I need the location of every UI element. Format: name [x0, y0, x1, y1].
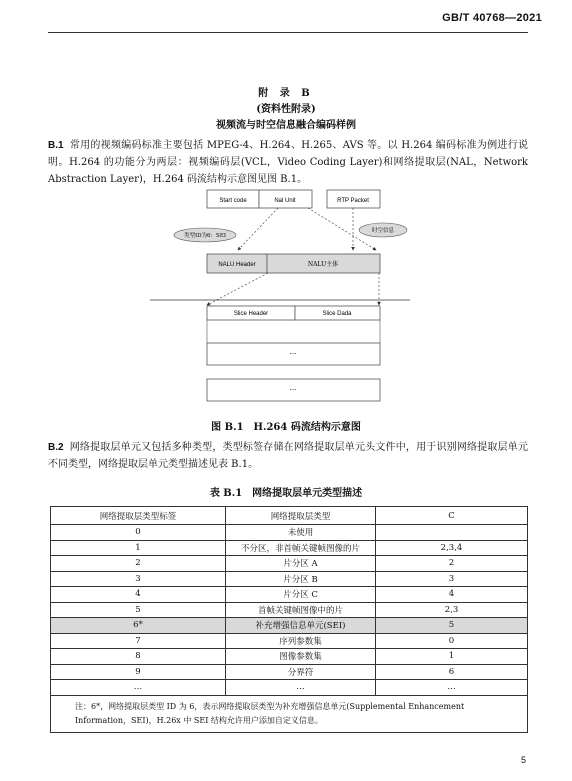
table-cell: 2 — [376, 556, 528, 572]
section-b1 — [48, 137, 528, 188]
table-header-cell: C — [376, 507, 528, 525]
table-row — [51, 664, 528, 680]
h264-structure-diagram — [150, 188, 410, 403]
table-cell: 片分区 A — [226, 556, 376, 572]
nalu-header-label: NALU Header — [218, 262, 256, 268]
table-cell: 0 — [51, 525, 226, 541]
table-cell: 片分区 B — [226, 571, 376, 587]
table-cell: 7 — [51, 633, 226, 649]
appendix-title: 视频流与时空信息融合编码样例 — [216, 120, 356, 131]
section-b1-text: 常用的视频编码标准主要包括 MPEG-4、H.264、H.265、AVS 等。以 H.264 编码标准为例进行说明。H.264 的功能分为两层：视频编码层(VCL，Video Coding Layer)和网络提取层(NAL，Network Abstraction Layer)，H.264 码流结构示意图见图 B.1。 — [48, 140, 528, 185]
table-cell: 1 — [376, 649, 528, 665]
table-cell: 片分区 C — [226, 587, 376, 603]
table-cell — [376, 525, 528, 541]
table-cell: 分界符 — [226, 664, 376, 680]
table-row — [51, 680, 528, 696]
section-b2-number: B.2 — [48, 442, 64, 453]
table-header-row — [51, 507, 528, 525]
table-cell: 未使用 — [226, 525, 376, 541]
table-cell: 2,3,4 — [376, 540, 528, 556]
table-header-cell: 网络提取层类型 — [226, 507, 376, 525]
table-cell: 不分区，非首帧关键帧图像的片 — [226, 540, 376, 556]
section-b2-text: 网络提取层单元又包括多种类型，类型标签存储在网络提取层单元头文件中，用于识别网络提取层单元不同类型，网络提取层单元类型描述见表 B.1。 — [48, 442, 528, 470]
table-cell: 补充增强信息单元(SEI) — [226, 618, 376, 634]
table-header-cell: 网络提取层类型标签 — [51, 507, 226, 525]
nalu-body-label: NALU主体 — [307, 261, 339, 268]
header-rule — [48, 32, 528, 33]
slice-header-label: Slice Header — [233, 311, 269, 317]
table-cell: 图像参数集 — [226, 649, 376, 665]
appendix-label: 附 录 B — [258, 88, 314, 99]
nal-unit-label: Nal Unit — [274, 198, 296, 204]
table-row — [51, 556, 528, 572]
table-cell: 9 — [51, 664, 226, 680]
table-cell: 5 — [376, 618, 528, 634]
table-row — [51, 525, 528, 541]
table-cell: 序列参数集 — [226, 633, 376, 649]
table-cell: 6 — [376, 664, 528, 680]
table-note: 注：6*，网络提取层类型 ID 为 6，表示网络提取层类型为补充增强信息单元(Supplemental Enhancement Information，SEI)，H.26x 中 SEI 结构允许用户添加自定义信息。 — [51, 695, 528, 732]
table-row — [51, 540, 528, 556]
table-cell: 4 — [51, 587, 226, 603]
table-cell: 5 — [51, 602, 226, 618]
table-cell: … — [51, 680, 226, 696]
section-b1-number: B.1 — [48, 140, 64, 151]
table-cell: 3 — [376, 571, 528, 587]
table-row — [51, 587, 528, 603]
table-row — [51, 602, 528, 618]
appendix-type: (资料性附录) — [256, 104, 316, 115]
table-note-row — [51, 695, 528, 732]
start-code-label: Start code — [219, 198, 247, 204]
table-row — [51, 618, 528, 634]
table-cell: 首帧关键帧图像中的片 — [226, 602, 376, 618]
section-b2 — [48, 439, 528, 473]
figure-caption: 图 B.1 H.264 码流结构示意图 — [211, 422, 361, 433]
ellipsis-label-2: ··· — [289, 386, 297, 394]
table-cell: 0 — [376, 633, 528, 649]
page-number: 5 — [520, 755, 526, 765]
slice-data-label: Slice Dada — [322, 311, 352, 317]
table-row — [51, 649, 528, 665]
table-row — [51, 633, 528, 649]
table-cell: 6* — [51, 618, 226, 634]
rtp-packet-label: RTP Packet — [337, 198, 369, 204]
table-row — [51, 571, 528, 587]
table-cell: 4 — [376, 587, 528, 603]
table-cell: … — [226, 680, 376, 696]
table-cell: 2 — [51, 556, 226, 572]
spatiotemporal-label: 时空信息 — [371, 228, 395, 234]
table-cell: 8 — [51, 649, 226, 665]
table-cell: … — [376, 680, 528, 696]
standard-number: GB/T 40768—2021 — [442, 12, 542, 24]
table-cell: 2,3 — [376, 602, 528, 618]
ellipsis-label-1: ··· — [289, 350, 297, 358]
nal-type-table — [50, 506, 528, 733]
sei-type-label: 类型ID为6：SEI — [183, 233, 227, 239]
table-caption: 表 B.1 网络提取层单元类型描述 — [209, 488, 363, 499]
table-cell: 3 — [51, 571, 226, 587]
table-cell: 1 — [51, 540, 226, 556]
